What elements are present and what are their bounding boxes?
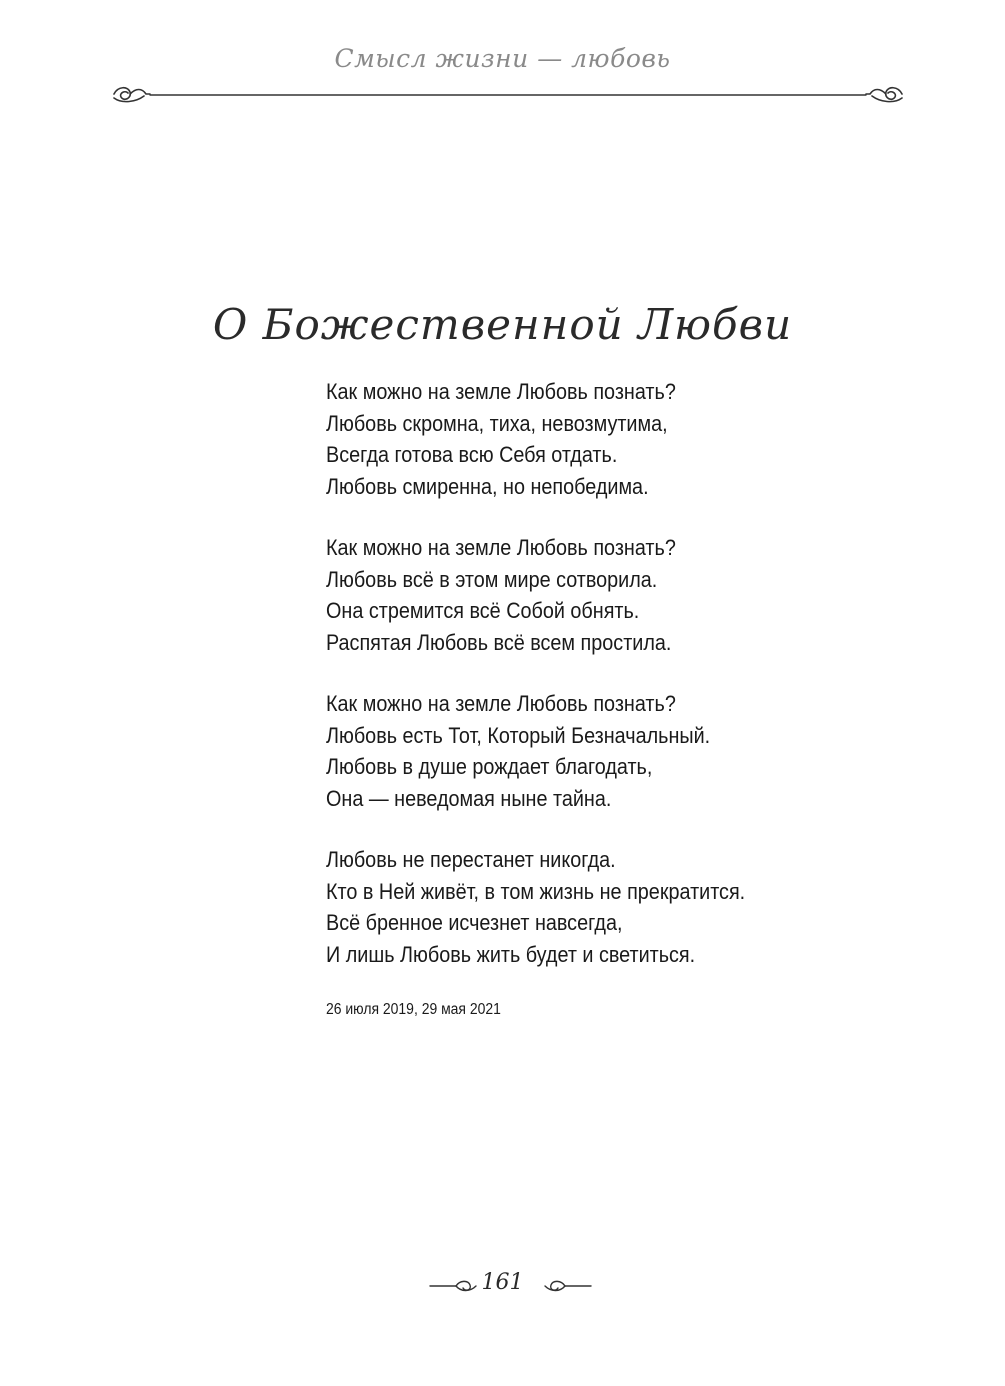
verse-line: Она — неведомая ныне тайна. — [326, 785, 612, 811]
verse-line: Всё бренное исчезнет навсегда, — [326, 910, 623, 935]
verse-line: Любовь не перестанет никогда. — [326, 847, 616, 872]
flourish-rule-icon — [112, 80, 904, 110]
verse-line: Как можно на земле Любовь познать? — [326, 379, 676, 404]
verse-line: Как можно на земле Любовь познать? — [326, 535, 676, 560]
stanza — [326, 844, 926, 970]
verse-line: Кто в Ней живёт, в том жизнь не прекратится. — [326, 878, 746, 904]
verse-line: Любовь смиренна, но непобедима. — [326, 473, 649, 499]
running-head-title: Смысл жизни — любовь — [334, 44, 671, 73]
verse-line: Она стремится всё Собой обнять. — [326, 598, 640, 623]
verse-line: Всегда готова всю Себя отдать. — [326, 442, 618, 467]
verse-line: Любовь есть Тот, Который Безначальный. — [326, 722, 711, 748]
stanza — [326, 532, 926, 658]
stanza — [326, 376, 926, 502]
poem-date: 26 июля 2019, 29 мая 2021 — [326, 1001, 501, 1018]
verse-line: Любовь скромна, тиха, невозмутима, — [326, 410, 668, 436]
verse-line: И лишь Любовь жить будет и светиться. — [326, 941, 696, 967]
verse-line: Любовь всё в этом мире сотворила. — [326, 566, 658, 592]
verse-line: Любовь в душе рождает благодать, — [326, 754, 653, 779]
poem-body — [326, 376, 926, 1000]
page-number: 161 — [481, 1270, 524, 1295]
verse-line: Распятая Любовь всё всем простила. — [326, 629, 672, 655]
stanza — [326, 688, 926, 814]
verse-line: Как можно на земле Любовь познать? — [326, 691, 676, 716]
poem-title: О Божественной Любви — [212, 300, 793, 349]
